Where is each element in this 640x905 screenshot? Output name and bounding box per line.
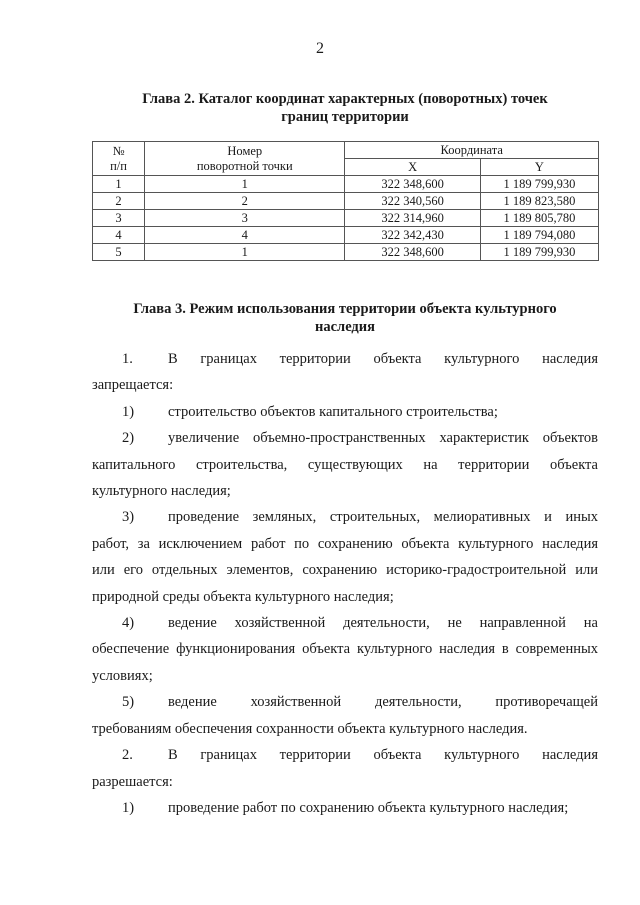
paragraph-2-line-2: разрешается:	[92, 773, 173, 790]
header-point-line-1: Номер	[227, 143, 263, 158]
cell-x: 322 340,560	[345, 193, 480, 210]
header-point-number	[145, 142, 345, 176]
cell-y: 1 189 794,080	[480, 227, 598, 244]
subitem-text: ведение хозяйственной деятельности, не направленной на	[168, 615, 598, 632]
page-number: 2	[316, 40, 324, 57]
subitem-text: увеличение объемно-пространственных характеристик объектов	[168, 430, 598, 447]
chapter-2-title	[92, 90, 598, 126]
cell-point-number: 1	[145, 176, 345, 193]
subitem-number: 1)	[122, 799, 135, 816]
cell-row-number: 5	[93, 244, 145, 261]
cell-x: 322 348,600	[345, 244, 480, 261]
header-x: X	[345, 159, 480, 176]
allowed-item-1	[92, 795, 598, 821]
subitem-text: проведение работ по сохранению объекта культурного наследия;	[168, 799, 569, 816]
cell-point-number: 2	[145, 193, 345, 210]
subitem-number: 4)	[122, 615, 135, 632]
paragraph-number: 1.	[122, 351, 133, 367]
chapter-2-title-line-1: Глава 2. Каталог координат характерных (поворотных) точек	[142, 91, 548, 107]
subitem-3-line-1	[92, 504, 598, 530]
chapter-3-title	[92, 300, 598, 336]
cell-row-number: 2	[93, 193, 145, 210]
cell-x: 322 314,960	[345, 210, 480, 227]
coordinates-table	[92, 141, 599, 261]
chapter-3-title-line-2: наследия	[315, 319, 375, 335]
cell-point-number: 4	[145, 227, 345, 244]
subitem-number: 2)	[122, 430, 135, 447]
cell-y: 1 189 805,780	[480, 210, 598, 227]
chapter-2-title-line-2: границ территории	[281, 109, 409, 125]
cell-x: 322 348,600	[345, 176, 480, 193]
subitem-4-line-1	[92, 610, 598, 636]
subitem-4-line-2: обеспечение функционирования объекта культурного наследия в современных	[92, 641, 598, 658]
header-coordinate: Координата	[345, 142, 599, 159]
cell-point-number: 1	[145, 244, 345, 261]
chapter-3-body	[92, 346, 598, 821]
paragraph-number: 2.	[122, 747, 133, 764]
subitem-text: ведение хозяйственной деятельности, противоречащей	[168, 694, 598, 711]
cell-y: 1 189 799,930	[480, 176, 598, 193]
header-num-line-1: №	[112, 143, 125, 158]
table-row	[93, 244, 599, 261]
cell-row-number: 4	[93, 227, 145, 244]
chapter-3-title-line-1: Глава 3. Режим использования территории объекта культурного	[133, 301, 557, 317]
cell-point-number: 3	[145, 210, 345, 227]
subitem-number: 3)	[122, 509, 135, 526]
subitem-2-line-3: культурного наследия;	[92, 483, 231, 500]
subitem-5-line-1	[92, 689, 598, 715]
subitem-1	[92, 399, 598, 425]
subitem-5-line-2: требованиям обеспечения сохранности объекта культурного наследия.	[92, 720, 528, 737]
cell-row-number: 3	[93, 210, 145, 227]
table-row	[93, 227, 599, 244]
table-row	[93, 176, 599, 193]
subitem-2-line-2: капитального строительства, существующих на территории объекта	[92, 456, 598, 473]
cell-y: 1 189 823,580	[480, 193, 598, 210]
subitem-text: проведение земляных, строительных, мелиоративных и иных	[168, 509, 598, 526]
cell-y: 1 189 799,930	[480, 244, 598, 261]
subitem-3-line-3: или его отдельных элементов, сохранению историко-градостроительной или	[92, 562, 598, 579]
paragraph-1-line-2: запрещается:	[92, 377, 174, 394]
subitem-2-line-1	[92, 425, 598, 451]
table-row	[93, 193, 599, 210]
cell-x: 322 342,430	[345, 227, 480, 244]
paragraph-2-line-1	[92, 742, 598, 768]
paragraph-text: В границах территории объекта культурного наследия	[168, 351, 598, 367]
header-row-number	[93, 142, 145, 176]
subitem-number: 5)	[122, 694, 135, 711]
header-num-line-2: п/п	[110, 158, 127, 173]
cell-row-number: 1	[93, 176, 145, 193]
subitem-number: 1)	[122, 403, 135, 420]
header-point-line-2: поворотной точки	[196, 158, 293, 173]
paragraph-1-line-1	[92, 346, 598, 372]
subitem-text: строительство объектов капитального строительства;	[168, 403, 498, 420]
subitem-3-line-2: работ, за исключением работ по сохранению объекта культурного наследия	[92, 535, 598, 552]
paragraph-text: В границах территории объекта культурного наследия	[168, 747, 598, 764]
table-row	[93, 210, 599, 227]
subitem-3-line-4: природной среды объекта культурного наследия;	[92, 588, 394, 605]
header-y: Y	[480, 159, 598, 176]
subitem-4-line-3: условиях;	[92, 667, 153, 684]
